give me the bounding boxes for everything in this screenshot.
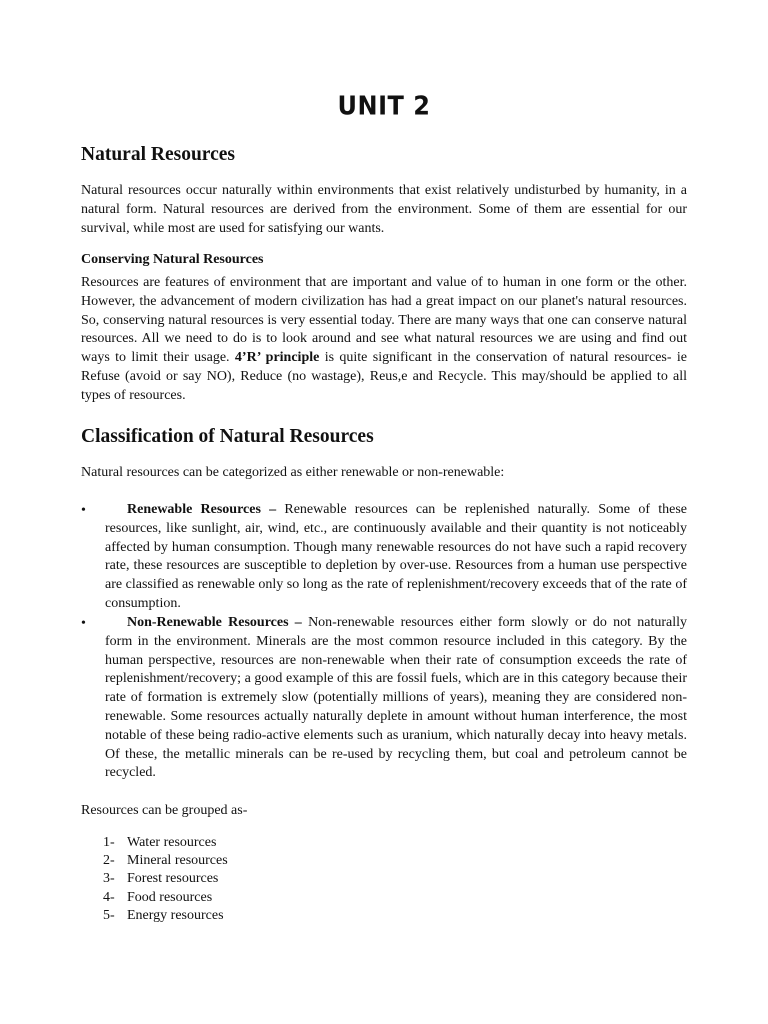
- list-item-label: Energy resources: [127, 907, 224, 923]
- list-item-label: Water resources: [127, 835, 217, 850]
- conserving-paragraph: [81, 274, 687, 406]
- list-item-number: 4-: [103, 889, 115, 905]
- renewable-lead: Renewable Resources –: [127, 502, 277, 517]
- bullet-non-renewable: •: [81, 616, 86, 631]
- bullet-renewable: •: [81, 503, 86, 518]
- list-item-number: 1-: [103, 835, 115, 850]
- natural-resources-heading: Natural Resources: [81, 144, 235, 165]
- non-renewable-resources-item: [105, 614, 687, 783]
- list-item: [103, 834, 228, 852]
- conserving-heading: Conserving Natural Resources: [81, 252, 264, 267]
- classification-heading: Classification of Natural Resources: [81, 426, 374, 447]
- conserving-text-part2: is quite significant in the conservation of natural resources- ie Refuse (avoid or say NO), Reduce (no wastage), Reus,e and Recycle. This may/should be applied to all types of resources.: [81, 350, 687, 403]
- four-r-principle-term: 4’R’ principle: [234, 350, 320, 366]
- list-item-number: 3-: [103, 871, 115, 887]
- unit-title: UNIT 2: [337, 90, 431, 122]
- resource-groups-list: [103, 834, 228, 925]
- conserving-text-part1: Resources are features of environment that are important and value of to human in one form or the other. However, the advancement of modern civilization has had a great impact on our planet's natural resources. So, conserving natural resources is very essential today. There are many ways that one can conserve natural resources. All we need to do is to look around and see what natural resources we are using and find out ways to limit their usage.: [81, 275, 687, 366]
- grouping-intro: Resources can be grouped as-: [81, 803, 248, 818]
- non-renewable-text: Non-renewable resources either form slowly or do not naturally form in the environment. Minerals are the most common resource included in this category. By the human perspective, resources are non-renewable when their rate of consumption exceeds the rate of replenishment/recovery; a good example of this are fossil fuels, which are in this category because their rate of formation is extremely slow (potentially millions of years), meaning they are considered non-renewable. Some resources actually naturally deplete in amount without human interference, the most notable of these being radio-active elements such as uranium, which naturally decay into heavy metals. Of these, the metallic minerals can be re-used by recycling them, but coal and petroleum cannot be recycled.: [105, 615, 688, 781]
- list-item-label: Mineral resources: [127, 853, 228, 869]
- list-item-number: 5-: [103, 907, 115, 923]
- list-item: [103, 852, 228, 870]
- renewable-resources-item: [105, 501, 687, 614]
- list-item-number: 2-: [103, 853, 115, 869]
- list-item: [103, 907, 228, 925]
- list-item-label: Food resources: [127, 889, 213, 905]
- list-item: [103, 889, 228, 907]
- classification-intro: Natural resources can be categorized as either renewable or non-renewable:: [81, 465, 505, 480]
- list-item-label: Forest resources: [127, 871, 219, 887]
- renewable-text: Renewable resources can be replenished naturally. Some of these resources, like sunlight, air, wind, etc., are continuously available and their quantity is not noticeably affected by human consumption. Though many renewable resources do not have such a rapid recovery rate, these resources are susceptible to depletion by over-use. Resources from a human use perspective are classified as renewable only so long as the rate of replenishment/recovery exceeds that of the rate of consumption.: [105, 502, 687, 611]
- natural-resources-paragraph: Natural resources occur naturally within environments that exist relatively undisturbed by humanity, in a natural form. Natural resources are derived from the environment. Some of them are essential for our survival, while most are used for satisfying our wants.: [81, 183, 687, 236]
- non-renewable-lead: Non-Renewable Resources –: [127, 615, 302, 630]
- list-item: [103, 870, 228, 888]
